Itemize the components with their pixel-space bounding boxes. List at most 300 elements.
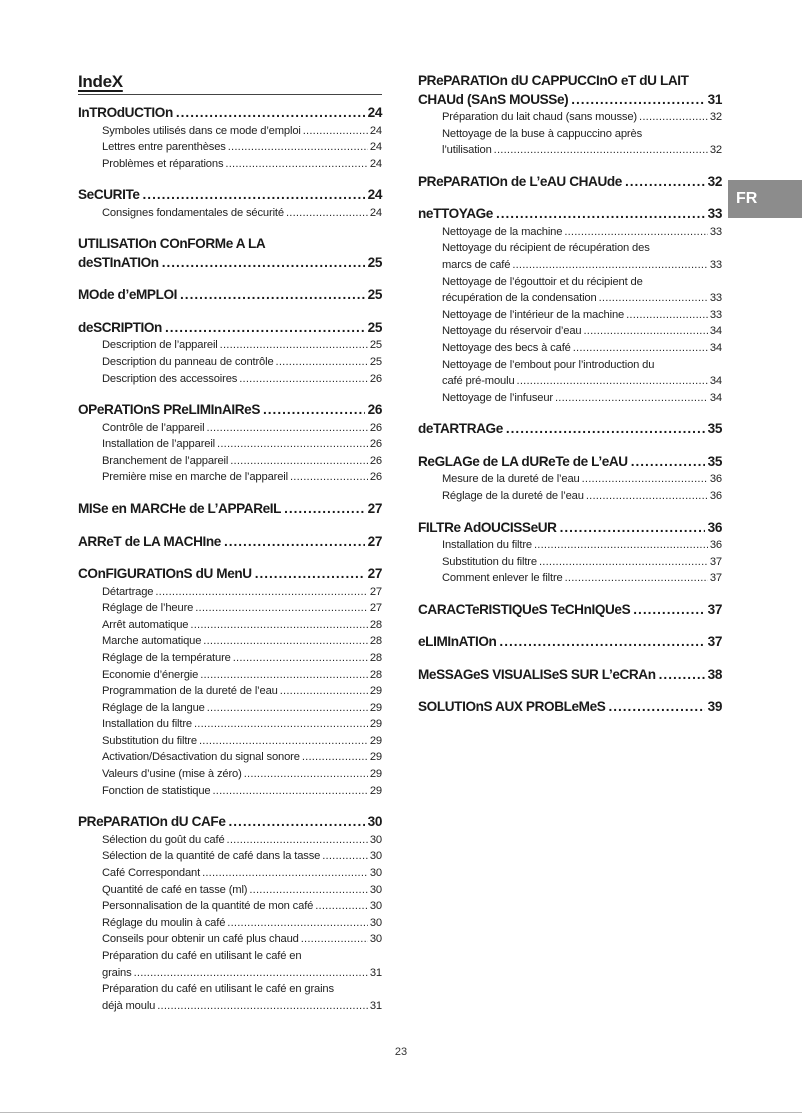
entry-page: 24 bbox=[369, 124, 382, 137]
entry-page: 33 bbox=[709, 292, 722, 305]
dot-leader bbox=[244, 766, 368, 783]
toc-entry[interactable] bbox=[102, 139, 382, 156]
toc-entry-cont[interactable] bbox=[102, 965, 382, 982]
toc-section bbox=[418, 519, 722, 587]
dot-leader bbox=[631, 453, 705, 472]
entry-text: Mesure de la dureté de l’eau bbox=[442, 473, 580, 486]
section-heading[interactable] bbox=[418, 453, 722, 472]
entry-text: Nettoyage de la buse à cappuccino après bbox=[442, 127, 643, 140]
dot-leader bbox=[228, 139, 368, 156]
entry-page: 32 bbox=[709, 111, 722, 123]
dot-leader bbox=[582, 471, 708, 488]
toc-entry[interactable] bbox=[102, 832, 382, 849]
entry-page: 33 bbox=[709, 308, 722, 321]
entry-page: 32 bbox=[709, 144, 722, 157]
dot-leader bbox=[583, 323, 707, 340]
toc-section bbox=[418, 205, 722, 406]
dot-leader bbox=[134, 965, 368, 982]
entry-text: Nettoyage du récipient de récupération des bbox=[442, 242, 650, 255]
entry-text: Réglage de la langue bbox=[102, 701, 205, 714]
toc-entry[interactable] bbox=[442, 240, 722, 257]
entry-page: 34 bbox=[709, 325, 722, 338]
dot-leader bbox=[157, 998, 368, 1015]
entry-page: 34 bbox=[709, 341, 722, 354]
section-heading[interactable] bbox=[78, 319, 382, 338]
section-heading[interactable] bbox=[78, 286, 382, 305]
toc-entry[interactable] bbox=[442, 109, 722, 126]
section-page: 27 bbox=[367, 566, 382, 582]
section-heading[interactable] bbox=[78, 401, 382, 420]
entry-page: 36 bbox=[709, 539, 722, 551]
entry-page: 29 bbox=[369, 751, 382, 764]
dot-leader bbox=[225, 156, 367, 173]
entry-page: 36 bbox=[709, 489, 722, 502]
dot-leader bbox=[302, 749, 368, 766]
entry-text: Préparation du café en utilisant le café en grains bbox=[102, 983, 334, 996]
toc-entry[interactable] bbox=[442, 340, 722, 357]
entry-page: 28 bbox=[369, 651, 382, 664]
dot-leader bbox=[301, 931, 368, 948]
entry-page: 25 bbox=[369, 355, 382, 368]
toc-section bbox=[78, 286, 382, 305]
dot-leader bbox=[263, 401, 365, 420]
section-title: ReGLAGe de LA dUReTe de L’eAU bbox=[418, 453, 628, 469]
toc-entry-cont[interactable] bbox=[442, 373, 722, 390]
toc-entry[interactable] bbox=[442, 570, 722, 587]
toc-entry-cont[interactable] bbox=[442, 142, 722, 159]
section-page: 30 bbox=[367, 814, 382, 830]
entry-text: Programmation de la dureté de l’eau bbox=[102, 685, 278, 698]
dot-leader bbox=[512, 257, 708, 274]
subsection-list bbox=[78, 584, 382, 800]
entry-page: 26 bbox=[369, 438, 382, 451]
section-page: 35 bbox=[707, 453, 722, 469]
dot-leader bbox=[224, 533, 365, 552]
entry-page: 28 bbox=[369, 668, 382, 681]
dot-leader bbox=[207, 700, 368, 717]
dot-leader bbox=[228, 813, 364, 832]
subsection-list bbox=[418, 224, 722, 407]
dot-leader bbox=[213, 783, 368, 800]
entry-text: Première mise en marche de l’appareil bbox=[102, 471, 288, 484]
dot-leader bbox=[539, 554, 708, 571]
section-page: 24 bbox=[367, 187, 382, 203]
section-heading[interactable] bbox=[418, 72, 722, 91]
dot-leader bbox=[534, 537, 708, 554]
toc-entry[interactable] bbox=[102, 749, 382, 766]
toc-entry[interactable] bbox=[102, 420, 382, 437]
section-heading[interactable] bbox=[418, 205, 722, 224]
toc-entry[interactable] bbox=[102, 205, 382, 222]
entry-text: Substitution du filtre bbox=[102, 734, 197, 747]
toc-section bbox=[78, 104, 382, 172]
toc-section bbox=[78, 186, 382, 221]
entry-text-cont: café pré-moulu bbox=[442, 375, 515, 388]
toc-entry[interactable] bbox=[102, 700, 382, 717]
entry-text: Fonction de statistique bbox=[102, 784, 211, 797]
entry-text-cont: grains bbox=[102, 966, 132, 979]
toc-section bbox=[78, 533, 382, 552]
entry-page: 30 bbox=[369, 933, 382, 946]
entry-text: Consignes fondamentales de sécurité bbox=[102, 206, 284, 219]
entry-text: Sélection de la quantité de café dans la tasse bbox=[102, 850, 321, 863]
subsection-list bbox=[78, 123, 382, 173]
toc-entry[interactable] bbox=[442, 357, 722, 374]
dot-leader bbox=[230, 453, 368, 470]
dot-leader bbox=[227, 832, 368, 849]
toc-section bbox=[418, 420, 722, 439]
dot-leader bbox=[494, 142, 708, 159]
entry-page: 30 bbox=[369, 833, 382, 846]
toc-entry[interactable] bbox=[102, 156, 382, 173]
subsection-list bbox=[418, 537, 722, 587]
section-heading[interactable] bbox=[78, 235, 382, 254]
section-heading[interactable] bbox=[78, 500, 382, 519]
subsection-list bbox=[418, 109, 722, 159]
entry-text: Nettoyage de l’intérieur de la machine bbox=[442, 308, 625, 321]
entry-text: Valeurs d’usine (mise à zéro) bbox=[102, 768, 242, 781]
entry-text: Conseils pour obtenir un café plus chaud bbox=[102, 933, 299, 946]
entry-page: 33 bbox=[709, 258, 722, 271]
entry-text: Nettoyage de la machine bbox=[442, 225, 563, 238]
dot-leader bbox=[143, 186, 365, 205]
dot-leader bbox=[633, 601, 704, 620]
section-title: InTROdUCTIOn bbox=[78, 105, 173, 120]
entry-page: 28 bbox=[369, 618, 382, 631]
entry-text: Installation de l’appareil bbox=[102, 438, 216, 451]
section-title: neTTOYAGe bbox=[418, 206, 493, 222]
section-title: MISe en MARCHe de L’APPAReIL bbox=[78, 501, 282, 517]
dot-leader bbox=[233, 650, 368, 667]
section-page: 25 bbox=[367, 254, 382, 270]
toc-entry[interactable] bbox=[102, 453, 382, 470]
dot-leader bbox=[571, 91, 704, 110]
entry-text: Réglage de l’heure bbox=[102, 602, 194, 615]
dot-leader bbox=[202, 865, 368, 882]
entry-text: Comment enlever le filtre bbox=[442, 572, 563, 585]
entry-text: Branchement de l’appareil bbox=[102, 454, 229, 467]
dot-leader bbox=[506, 420, 705, 439]
entry-text: Nettoyage de l’égouttoir et du récipient de bbox=[442, 275, 643, 288]
entry-text: Réglage de la température bbox=[102, 651, 231, 664]
section-heading[interactable] bbox=[418, 519, 722, 538]
dot-leader bbox=[155, 584, 367, 601]
toc-left-column bbox=[78, 104, 382, 1028]
toc-section bbox=[418, 633, 722, 652]
section-heading[interactable] bbox=[78, 104, 382, 123]
toc-entry[interactable] bbox=[102, 123, 382, 140]
toc-entry[interactable] bbox=[442, 224, 722, 241]
toc-entry[interactable] bbox=[442, 307, 722, 324]
section-page: 39 bbox=[707, 699, 722, 715]
entry-page: 31 bbox=[369, 999, 382, 1012]
section-heading[interactable] bbox=[418, 633, 722, 652]
section-page: 27 bbox=[367, 501, 382, 517]
dot-leader bbox=[560, 519, 705, 538]
entry-page: 31 bbox=[369, 966, 382, 979]
toc-entry[interactable] bbox=[102, 584, 382, 601]
dot-leader bbox=[659, 666, 705, 685]
entry-text: Nettoyage de l’infuseur bbox=[442, 391, 553, 404]
dot-leader bbox=[499, 633, 704, 652]
entry-page: 26 bbox=[369, 454, 382, 467]
entry-text: Préparation du lait chaud (sans mousse) bbox=[442, 111, 638, 123]
entry-page: 29 bbox=[369, 701, 382, 714]
section-title: PRePARATIOn de L’eAU CHAUde bbox=[418, 173, 622, 189]
toc-entry-cont[interactable] bbox=[102, 998, 382, 1015]
section-heading-cont[interactable] bbox=[78, 254, 382, 273]
entry-page: 24 bbox=[369, 206, 382, 219]
section-title: deSCRIPTIOn bbox=[78, 319, 162, 335]
dot-leader bbox=[276, 354, 368, 371]
dot-leader bbox=[286, 205, 368, 222]
entry-text: Problèmes et réparations bbox=[102, 157, 224, 170]
section-title: UTILISATIOn COnFORMe A LA bbox=[78, 236, 266, 252]
dot-leader bbox=[206, 420, 367, 437]
subsection-list bbox=[78, 420, 382, 486]
toc-entry[interactable] bbox=[442, 537, 722, 554]
dot-leader bbox=[200, 667, 368, 684]
dot-leader bbox=[176, 104, 365, 123]
toc-entry[interactable] bbox=[102, 716, 382, 733]
section-title: SOLUTIOnS AUX PROBLeMeS bbox=[418, 699, 606, 715]
entry-page: 34 bbox=[709, 391, 722, 404]
dot-leader bbox=[217, 436, 368, 453]
entry-text: Réglage du moulin à café bbox=[102, 916, 226, 929]
entry-page: 29 bbox=[369, 784, 382, 797]
section-heading[interactable] bbox=[418, 173, 722, 192]
dot-leader bbox=[625, 173, 705, 192]
dot-leader bbox=[608, 698, 704, 717]
section-title: MeSSAGeS VISUALISeS SUR L’eCRAn bbox=[418, 666, 656, 682]
section-heading-cont[interactable] bbox=[418, 91, 722, 110]
toc-entry[interactable] bbox=[442, 126, 722, 143]
dot-leader bbox=[564, 224, 708, 241]
dot-leader bbox=[626, 307, 708, 324]
entry-page: 30 bbox=[369, 850, 382, 863]
toc-entry[interactable] bbox=[102, 783, 382, 800]
entry-page: 24 bbox=[369, 157, 382, 170]
bottom-divider bbox=[0, 1112, 802, 1113]
toc-entry[interactable] bbox=[102, 931, 382, 948]
toc-entry[interactable] bbox=[102, 469, 382, 486]
toc-entry[interactable] bbox=[102, 981, 382, 998]
dot-leader bbox=[284, 500, 365, 519]
entry-page: 30 bbox=[369, 883, 382, 896]
section-heading[interactable] bbox=[418, 601, 722, 620]
entry-text: Contrôle de l’appareil bbox=[102, 421, 205, 434]
toc-entry[interactable] bbox=[102, 733, 382, 750]
toc-entry[interactable] bbox=[442, 323, 722, 340]
entry-page: 26 bbox=[369, 372, 382, 385]
toc-entry[interactable] bbox=[442, 390, 722, 407]
page-number: 23 bbox=[394, 1046, 408, 1058]
dot-leader bbox=[496, 205, 705, 224]
entry-text-cont: déjà moulu bbox=[102, 999, 156, 1012]
toc-entry[interactable] bbox=[102, 848, 382, 865]
toc-section bbox=[418, 173, 722, 192]
section-page: 37 bbox=[707, 601, 722, 617]
entry-text-cont: l’utilisation bbox=[442, 144, 492, 157]
toc-entry[interactable] bbox=[102, 898, 382, 915]
dot-leader bbox=[517, 373, 708, 390]
dot-leader bbox=[227, 915, 368, 932]
section-title-cont: CHAUd (SAnS MOUSSe) bbox=[418, 91, 569, 107]
entry-text: Personnalisation de la quantité de mon café bbox=[102, 900, 314, 913]
toc-entry[interactable] bbox=[102, 371, 382, 388]
section-heading[interactable] bbox=[78, 533, 382, 552]
dot-leader bbox=[195, 600, 368, 617]
entry-text: Quantité de café en tasse (ml) bbox=[102, 883, 248, 896]
section-title: SeCURITe bbox=[78, 187, 140, 203]
section-heading[interactable] bbox=[418, 698, 722, 717]
toc-entry[interactable] bbox=[102, 354, 382, 371]
section-title: PRePARATIOn dU CAFe bbox=[78, 814, 226, 830]
subsection-list bbox=[78, 337, 382, 387]
entry-text: Symboles utilisés dans ce mode d’emploi bbox=[102, 124, 301, 137]
section-page: 32 bbox=[707, 173, 722, 189]
dot-leader bbox=[280, 683, 368, 700]
toc-entry[interactable] bbox=[102, 617, 382, 634]
toc-entry[interactable] bbox=[102, 600, 382, 617]
toc-section bbox=[78, 319, 382, 387]
section-heading[interactable] bbox=[78, 186, 382, 205]
section-title: FILTRe AdOUCISSeUR bbox=[418, 519, 557, 535]
entry-page: 25 bbox=[369, 339, 382, 352]
entry-page: 34 bbox=[709, 375, 722, 388]
dot-leader bbox=[199, 733, 368, 750]
dot-leader bbox=[194, 716, 368, 733]
section-heading[interactable] bbox=[78, 565, 382, 584]
entry-page: 30 bbox=[369, 916, 382, 929]
section-heading[interactable] bbox=[418, 666, 722, 685]
entry-page: 37 bbox=[709, 555, 722, 568]
toc-entry[interactable] bbox=[102, 683, 382, 700]
toc-entry[interactable] bbox=[442, 554, 722, 571]
entry-text: Economie d’énergie bbox=[102, 668, 199, 681]
dot-leader bbox=[586, 488, 708, 505]
toc-entry-cont[interactable] bbox=[442, 257, 722, 274]
toc-section bbox=[78, 565, 382, 799]
entry-text: Installation du filtre bbox=[442, 539, 532, 551]
toc-entry[interactable] bbox=[102, 633, 382, 650]
section-page: 31 bbox=[707, 91, 722, 107]
section-title: ARReT de LA MACHIne bbox=[78, 533, 221, 549]
entry-page: 29 bbox=[369, 734, 382, 747]
entry-text: Description de l’appareil bbox=[102, 339, 218, 352]
section-title: eLIMInATIOn bbox=[418, 634, 497, 650]
toc-entry[interactable] bbox=[442, 274, 722, 291]
entry-text: Nettoyage du réservoir d’eau bbox=[442, 325, 582, 338]
entry-text: Préparation du café en utilisant le café en bbox=[102, 949, 302, 962]
entry-text: Substitution du filtre bbox=[442, 555, 537, 568]
entry-text: Installation du filtre bbox=[102, 718, 192, 731]
dot-leader bbox=[322, 848, 368, 865]
dot-leader bbox=[239, 371, 368, 388]
subsection-list bbox=[78, 205, 382, 222]
dot-leader bbox=[303, 123, 368, 140]
entry-text: Activation/Désactivation du signal sonore bbox=[102, 751, 300, 764]
dot-leader bbox=[220, 337, 368, 354]
subsection-list bbox=[78, 832, 382, 1015]
section-page: 35 bbox=[707, 421, 722, 437]
toc-right-column bbox=[418, 72, 722, 731]
dot-leader bbox=[249, 882, 367, 899]
section-page: 25 bbox=[367, 319, 382, 335]
entry-page: 26 bbox=[369, 421, 382, 434]
section-page: 27 bbox=[367, 533, 382, 549]
section-page: 24 bbox=[367, 105, 382, 120]
toc-section bbox=[418, 453, 722, 505]
entry-text: Nettoyage des becs à café bbox=[442, 341, 571, 354]
toc-entry[interactable] bbox=[442, 471, 722, 488]
entry-page: 30 bbox=[369, 866, 382, 879]
entry-text-cont: marcs de café bbox=[442, 258, 511, 271]
toc-entry[interactable] bbox=[102, 882, 382, 899]
entry-page: 27 bbox=[369, 585, 382, 598]
dot-leader bbox=[203, 633, 368, 650]
section-title: PRePARATIOn dU CAPPUCCInO eT dU LAIT bbox=[418, 73, 689, 88]
toc-entry[interactable] bbox=[102, 337, 382, 354]
dot-leader bbox=[599, 290, 708, 307]
entry-text: Détartrage bbox=[102, 585, 154, 598]
section-page: 33 bbox=[707, 206, 722, 222]
toc-entry[interactable] bbox=[102, 766, 382, 783]
entry-text: Café Correspondant bbox=[102, 866, 201, 879]
toc-entry[interactable] bbox=[102, 436, 382, 453]
section-heading[interactable] bbox=[78, 813, 382, 832]
dot-leader bbox=[255, 565, 365, 584]
dot-leader bbox=[180, 286, 365, 305]
section-page: 38 bbox=[707, 666, 722, 682]
section-page: 26 bbox=[367, 402, 382, 418]
toc-entry-cont[interactable] bbox=[442, 290, 722, 307]
entry-text: Description des accessoires bbox=[102, 372, 238, 385]
dot-leader bbox=[573, 340, 708, 357]
entry-page: 33 bbox=[709, 225, 722, 238]
toc-entry[interactable] bbox=[442, 488, 722, 505]
toc-entry[interactable] bbox=[102, 865, 382, 882]
dot-leader bbox=[290, 469, 368, 486]
entry-page: 29 bbox=[369, 768, 382, 781]
toc-section bbox=[418, 601, 722, 620]
section-page: 37 bbox=[707, 634, 722, 650]
section-page: 25 bbox=[367, 287, 382, 303]
subsection-list bbox=[418, 471, 722, 504]
entry-page: 26 bbox=[369, 471, 382, 484]
entry-text-cont: récupération de la condensation bbox=[442, 292, 597, 305]
toc-section bbox=[78, 401, 382, 486]
toc-entry[interactable] bbox=[102, 915, 382, 932]
dot-leader bbox=[315, 898, 368, 915]
dot-leader bbox=[190, 617, 367, 634]
toc-entry[interactable] bbox=[102, 667, 382, 684]
entry-page: 30 bbox=[369, 900, 382, 913]
entry-text: Nettoyage de l’embout pour l’introduction du bbox=[442, 358, 655, 371]
entry-text: Lettres entre parenthèses bbox=[102, 141, 226, 154]
toc-entry[interactable] bbox=[102, 948, 382, 965]
dot-leader bbox=[555, 390, 708, 407]
toc-section bbox=[78, 813, 382, 1014]
entry-page: 36 bbox=[709, 473, 722, 486]
section-page: 36 bbox=[707, 519, 722, 535]
entry-page: 29 bbox=[369, 718, 382, 731]
toc-entry[interactable] bbox=[102, 650, 382, 667]
entry-text: Réglage de la dureté de l’eau bbox=[442, 489, 584, 502]
toc-section bbox=[418, 666, 722, 685]
section-heading[interactable] bbox=[418, 420, 722, 439]
page-title: IndeX bbox=[78, 72, 382, 95]
